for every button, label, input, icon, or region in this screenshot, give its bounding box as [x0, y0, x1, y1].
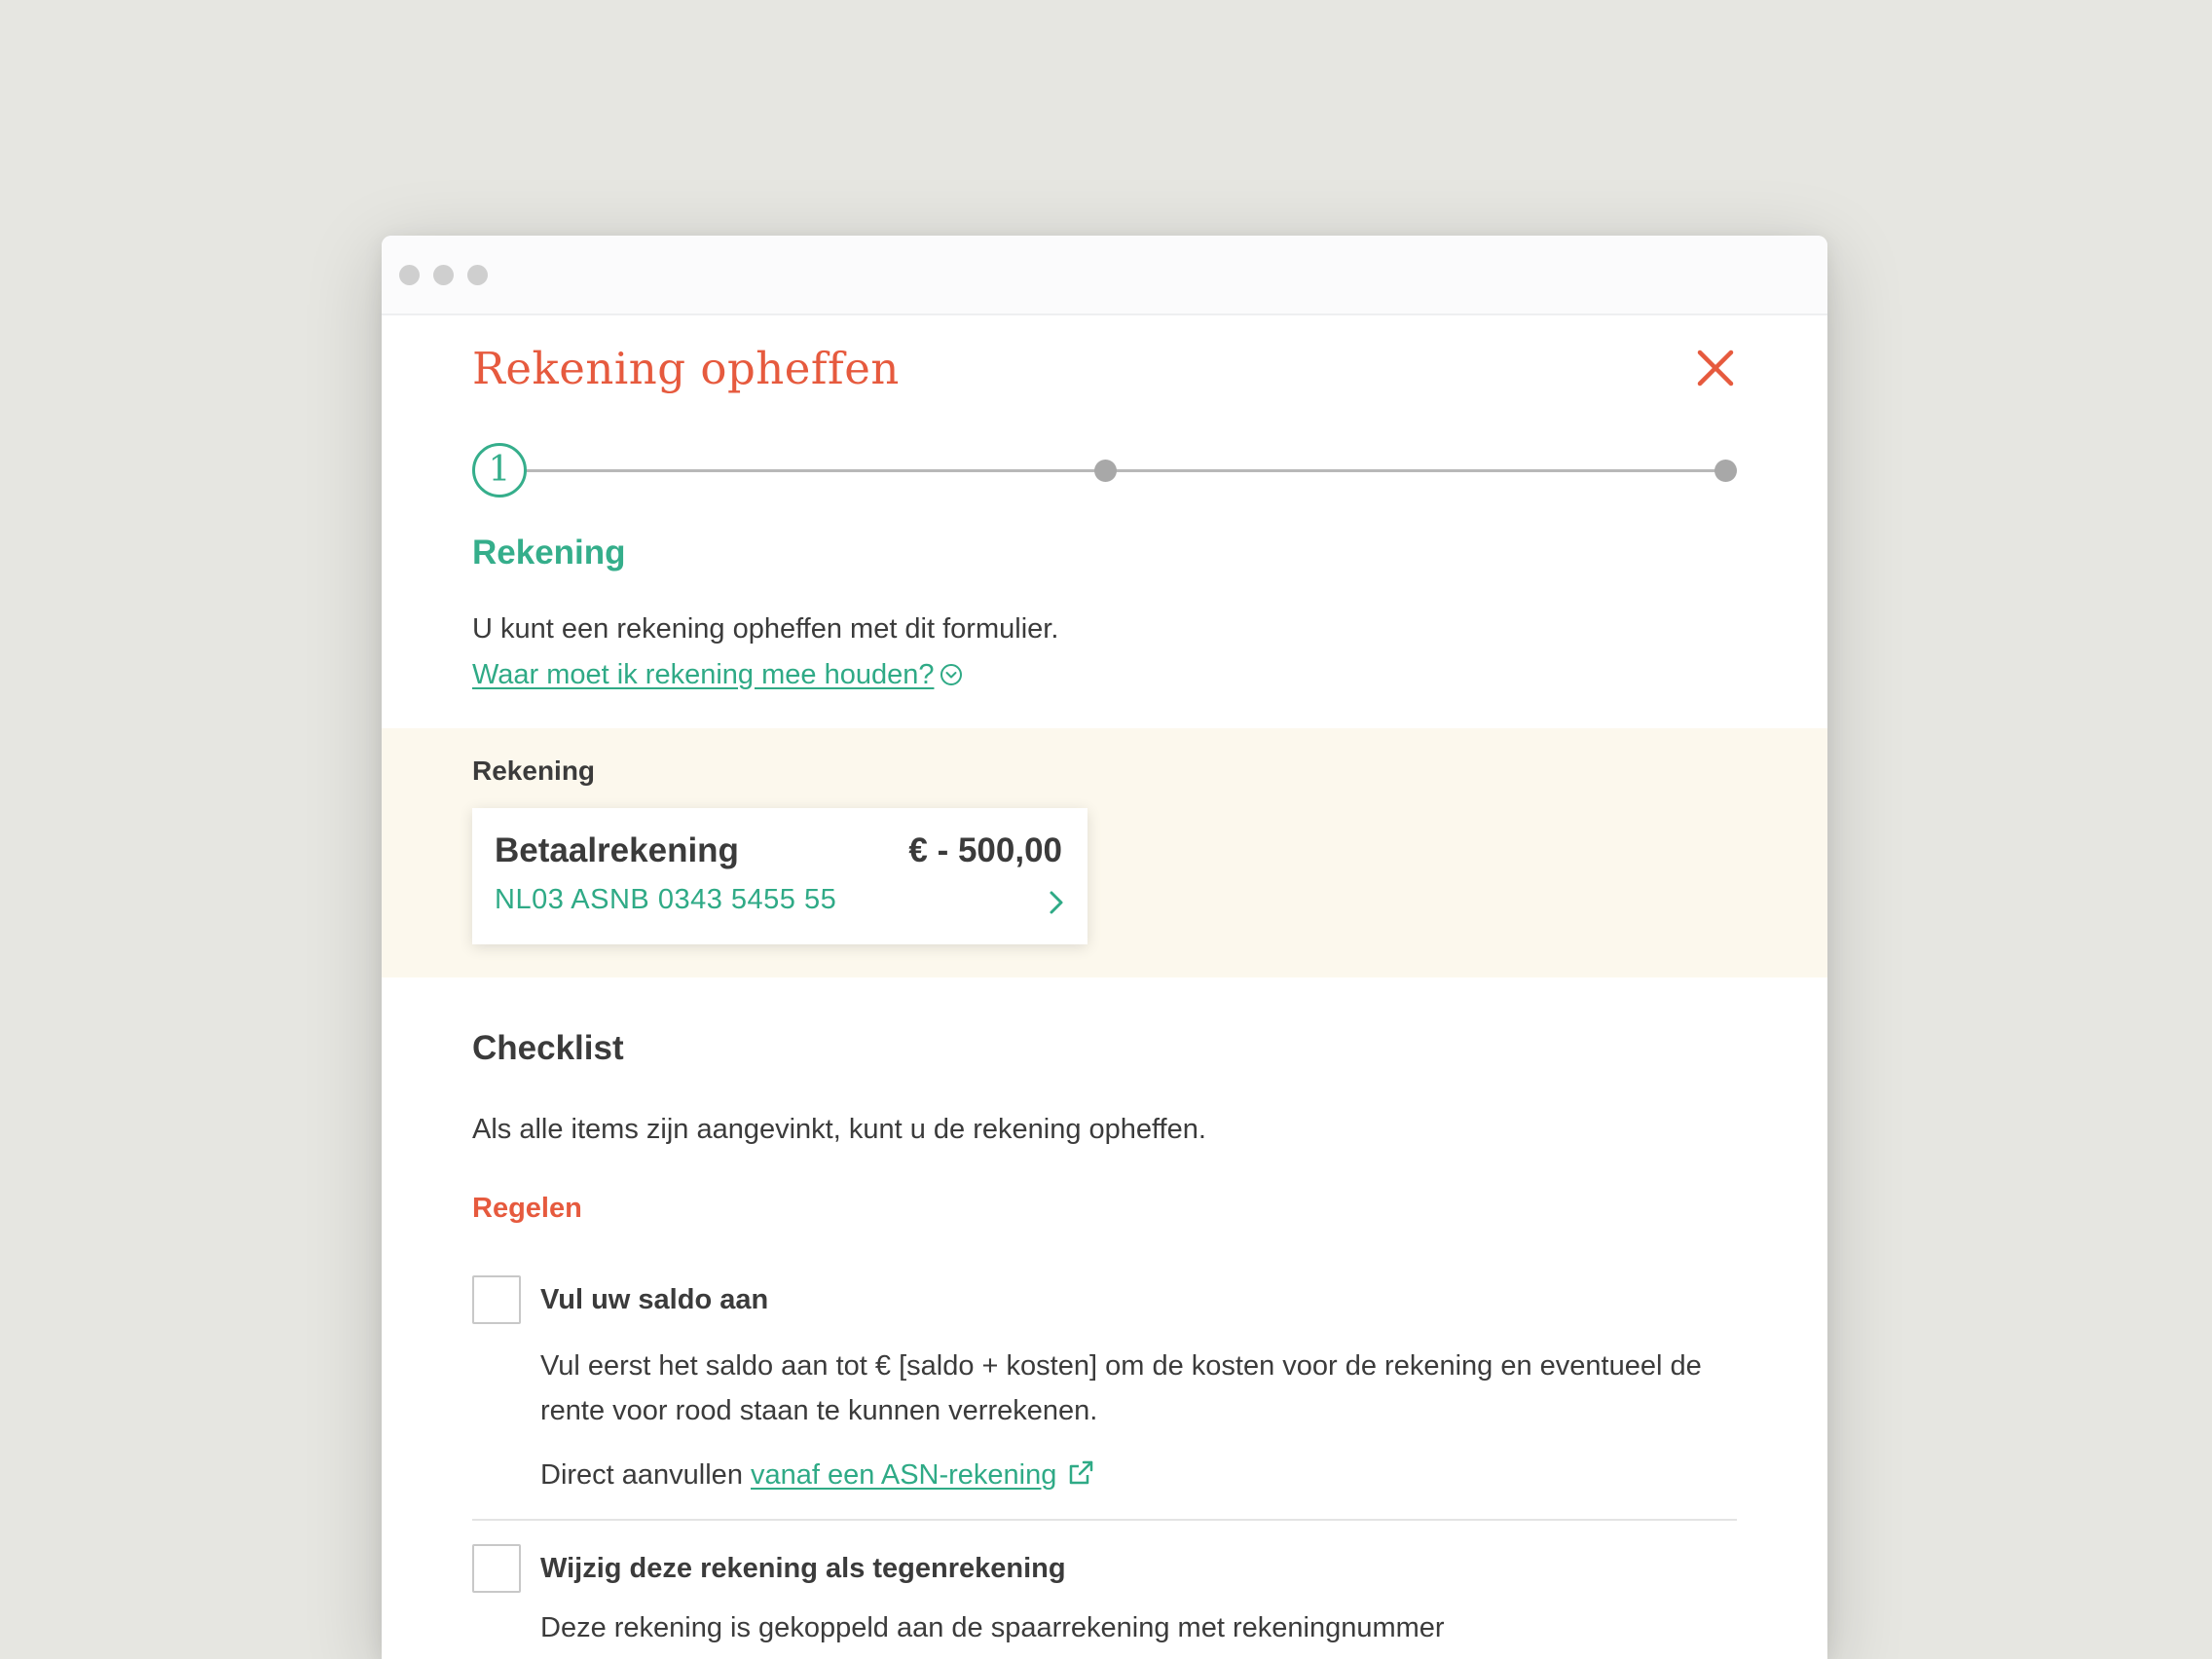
- checklist-item-action: [540, 1458, 1095, 1492]
- checklist-item: [472, 1275, 1737, 1509]
- window-control-dot[interactable]: [399, 265, 420, 285]
- progress-stepper: [472, 443, 1737, 498]
- account-section: [382, 728, 1827, 977]
- checklist-checkbox[interactable]: [472, 1544, 521, 1593]
- close-button[interactable]: [1694, 347, 1737, 389]
- checklist-item-description: Vul eerst het saldo aan tot € [saldo + kosten] om de kosten voor de rekening en eventueel de rente voor rood staan te kunnen verrekenen.: [540, 1350, 1702, 1426]
- step-indicator-active: 1: [472, 443, 527, 498]
- modal-title: Rekening opheffen: [472, 343, 900, 394]
- step-indicator-3: [1714, 460, 1737, 482]
- stepper-track: [523, 469, 1727, 472]
- checklist-item-description: Deze rekening is gekoppeld aan de spaarrekening met rekeningnummer: [540, 1612, 1445, 1643]
- window-titlebar: [382, 236, 1827, 315]
- step-intro: U kunt een rekening opheffen met dit formulier.: [472, 613, 1059, 645]
- window-control-dot[interactable]: [433, 265, 454, 285]
- chevron-down-circle-icon: [940, 663, 963, 686]
- account-field-label: Rekening: [472, 756, 596, 786]
- chevron-right-icon: [1049, 890, 1064, 915]
- checklist-heading: Checklist: [472, 1029, 624, 1067]
- step-heading: Rekening: [472, 534, 626, 571]
- account-name: Betaalrekening: [495, 831, 739, 869]
- external-link-icon[interactable]: [1066, 1458, 1095, 1488]
- account-balance: € - 500,00: [908, 831, 1062, 869]
- asn-account-link[interactable]: vanaf een ASN-rekening: [751, 1459, 1057, 1491]
- help-link-label: Waar moet ik rekening mee houden?: [472, 659, 935, 690]
- account-iban: NL03 ASNB 0343 5455 55: [495, 884, 837, 915]
- step-indicator-2: [1094, 460, 1117, 482]
- checklist-intro: Als alle items zijn aangevinkt, kunt u de rekening opheffen.: [472, 1114, 1206, 1145]
- browser-window: [382, 236, 1827, 1659]
- checklist-item-title: Vul uw saldo aan: [540, 1284, 769, 1315]
- checklist-checkbox[interactable]: [472, 1275, 521, 1324]
- checklist-group-label: Regelen: [472, 1193, 582, 1224]
- account-selector-card[interactable]: [472, 808, 1088, 944]
- window-control-dot[interactable]: [467, 265, 488, 285]
- close-icon: [1694, 347, 1737, 389]
- checklist-item-title: Wijzig deze rekening als tegenrekening: [540, 1553, 1066, 1584]
- checklist-item: [472, 1544, 1737, 1659]
- help-link[interactable]: [472, 659, 963, 691]
- action-prefix: Direct aanvullen: [540, 1459, 743, 1491]
- checklist-divider: [472, 1519, 1737, 1521]
